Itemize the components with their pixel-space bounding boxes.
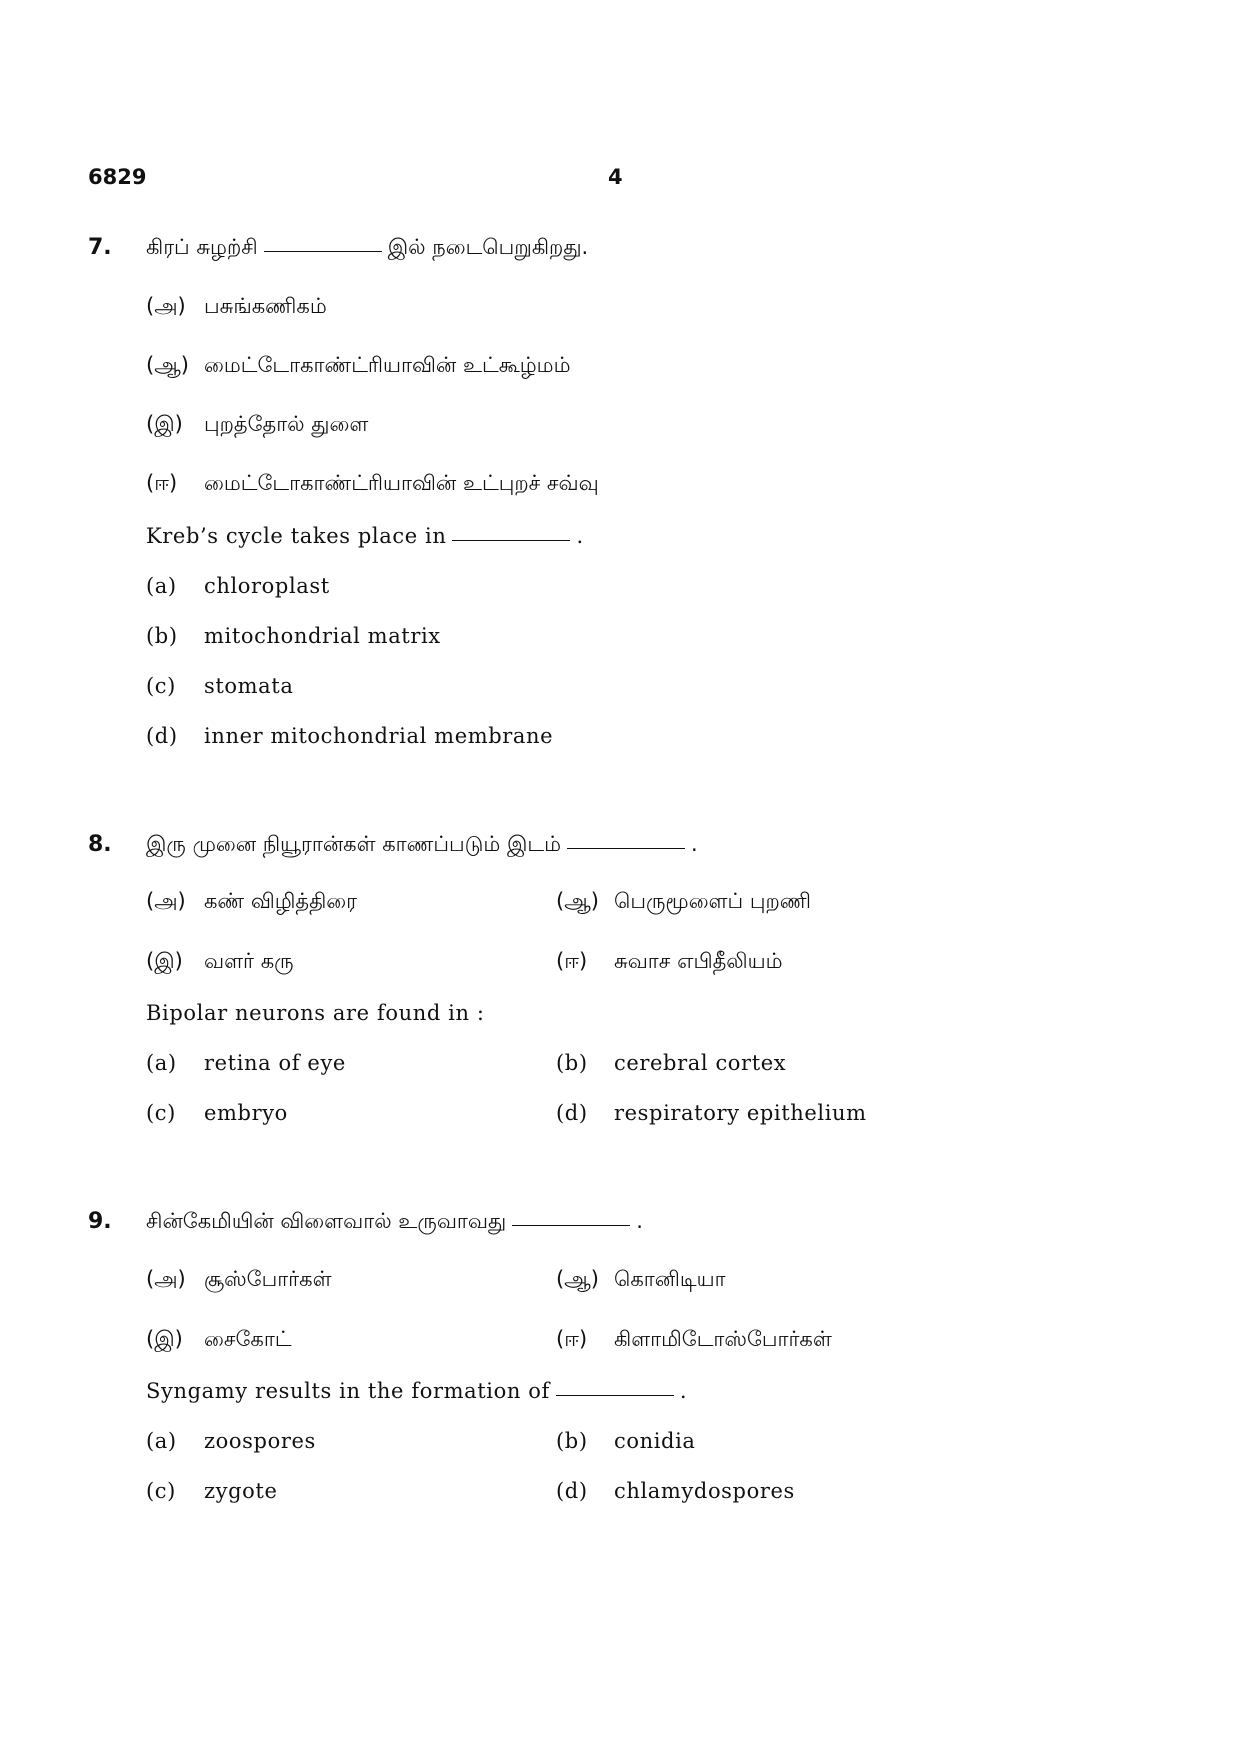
tamil-option: (ஆ) மைட்டோகாண்ட்ரியாவின் உட்கூழ்மம் [146, 353, 571, 377]
tamil-question: இரு முனை நியூரான்கள் காணப்படும் இடம் . [146, 832, 698, 856]
tamil-option: (இ) வளர் கரு [146, 949, 294, 973]
english-question: Syngamy results in the formation of . [146, 1379, 688, 1403]
english-option: (a) chloroplast [146, 574, 330, 598]
tamil-option: (ஈ) மைட்டோகாண்ட்ரியாவின் உட்புறச் சவ்வு [146, 471, 599, 495]
english-option: (d) respiratory epithelium [556, 1101, 867, 1125]
tamil-option: (இ) புறத்தோல் துளை [146, 412, 369, 436]
answer-blank [556, 1394, 674, 1396]
tamil-option: (அ) சூஸ்போர்கள் [146, 1267, 332, 1291]
answer-blank [512, 1224, 630, 1226]
english-question: Kreb’s cycle takes place in . [146, 524, 584, 548]
english-option: (b) mitochondrial matrix [146, 624, 441, 648]
english-option: (a) zoospores [146, 1429, 316, 1453]
answer-blank [452, 539, 570, 541]
question-number: 9. [88, 1209, 112, 1234]
page-number: 4 [608, 165, 623, 189]
question-number: 7. [88, 235, 112, 260]
english-option: (d) chlamydospores [556, 1479, 795, 1503]
english-option: (c) zygote [146, 1479, 278, 1503]
english-option: (c) embryo [146, 1101, 288, 1125]
tamil-option: (அ) பசுங்கணிகம் [146, 294, 327, 318]
tamil-question: கிரப் சுழற்சி இல் நடைபெறுகிறது. [146, 235, 589, 259]
english-option: (b) conidia [556, 1429, 696, 1453]
english-option: (d) inner mitochondrial membrane [146, 724, 554, 748]
tamil-option: (ஆ) பெருமூளைப் புறணி [556, 889, 811, 913]
english-option: (a) retina of eye [146, 1051, 346, 1075]
tamil-option: (ஈ) கிளாமிடோஸ்போர்கள் [556, 1327, 832, 1351]
english-option: (b) cerebral cortex [556, 1051, 787, 1075]
tamil-option: (அ) கண் விழித்திரை [146, 889, 357, 913]
tamil-option: (ஆ) கொனிடியா [556, 1267, 726, 1291]
answer-blank [567, 847, 685, 849]
question-number: 8. [88, 832, 112, 857]
answer-blank [264, 250, 382, 252]
tamil-question: சின்கேமியின் விளைவால் உருவாவது . [146, 1209, 643, 1233]
paper-code: 6829 [88, 165, 147, 189]
english-option: (c) stomata [146, 674, 294, 698]
tamil-option: (ஈ) சுவாச எபிதீலியம் [556, 949, 783, 973]
english-question: Bipolar neurons are found in : [146, 1001, 485, 1025]
tamil-option: (இ) சைகோட் [146, 1327, 292, 1351]
